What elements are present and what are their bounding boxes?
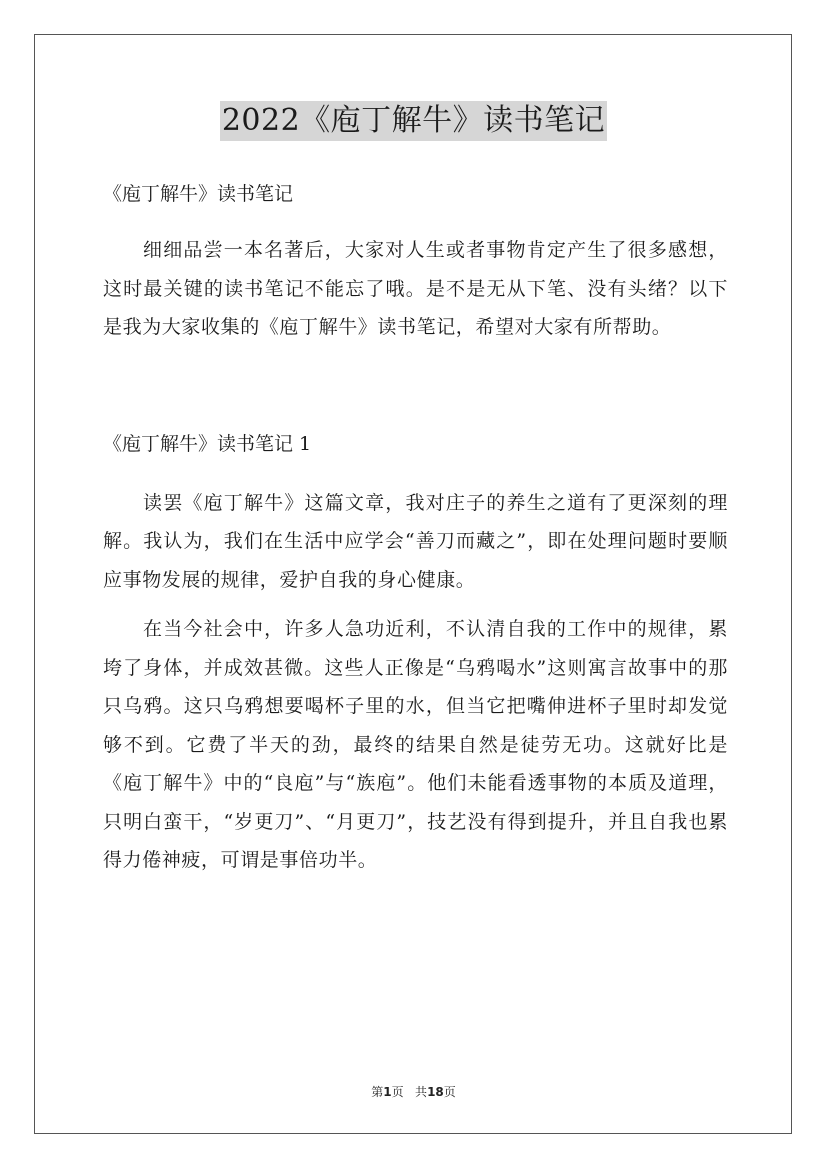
section-heading: 《庖丁解牛》读书笔记	[103, 183, 294, 205]
intro-paragraph: 细细品尝一本名著后，大家对人生或者事物肯定产生了很多感想，这时最关键的读书笔记不能忘了哦。是不是无从下笔、没有头绪？以下是我为大家收集的《庖丁解牛》读书笔记，希望对大家有所帮助。	[103, 239, 728, 338]
page-prefix: 第	[371, 1085, 384, 1099]
document-body	[103, 176, 728, 880]
total-prefix: 共	[415, 1085, 428, 1099]
document-title: 2022《庖丁解牛》读书笔记	[220, 101, 607, 141]
page-number: 1	[383, 1085, 392, 1099]
total-suffix: 页	[443, 1085, 456, 1099]
page-footer	[0, 1083, 827, 1100]
total-pages: 18	[427, 1085, 444, 1099]
section-heading-1: 《庖丁解牛》读书笔记 1	[103, 432, 312, 455]
body-paragraph: 读罢《庖丁解牛》这篇文章，我对庄子的养生之道有了更深刻的理解。我认为，我们在生活中应学会“善刀而藏之”，即在处理问题时要顺应事物发展的规律，爱护自我的身心健康。	[103, 491, 728, 591]
title-block	[0, 101, 827, 141]
page-suffix: 页	[391, 1085, 404, 1099]
body-paragraph: 在当今社会中，许多人急功近利，不认清自我的工作中的规律，累垮了身体，并成效甚微。这些人正像是“乌鸦喝水”这则寓言故事中的那只乌鸦。这只乌鸦想要喝杯子里的水，但当它把嘴伸进杯子里时却发觉够不到。它费了半天的劲，最终的结果自然是徒劳无功。这就好比是《庖丁解牛》中的“良庖”与“族庖”。他们未能看透事物的本质及道理，只明白蛮干，“岁更刀”、“月更刀”，技艺没有得到提升，并且自我也累得力倦神疲，可谓是事倍功半。	[103, 618, 728, 871]
